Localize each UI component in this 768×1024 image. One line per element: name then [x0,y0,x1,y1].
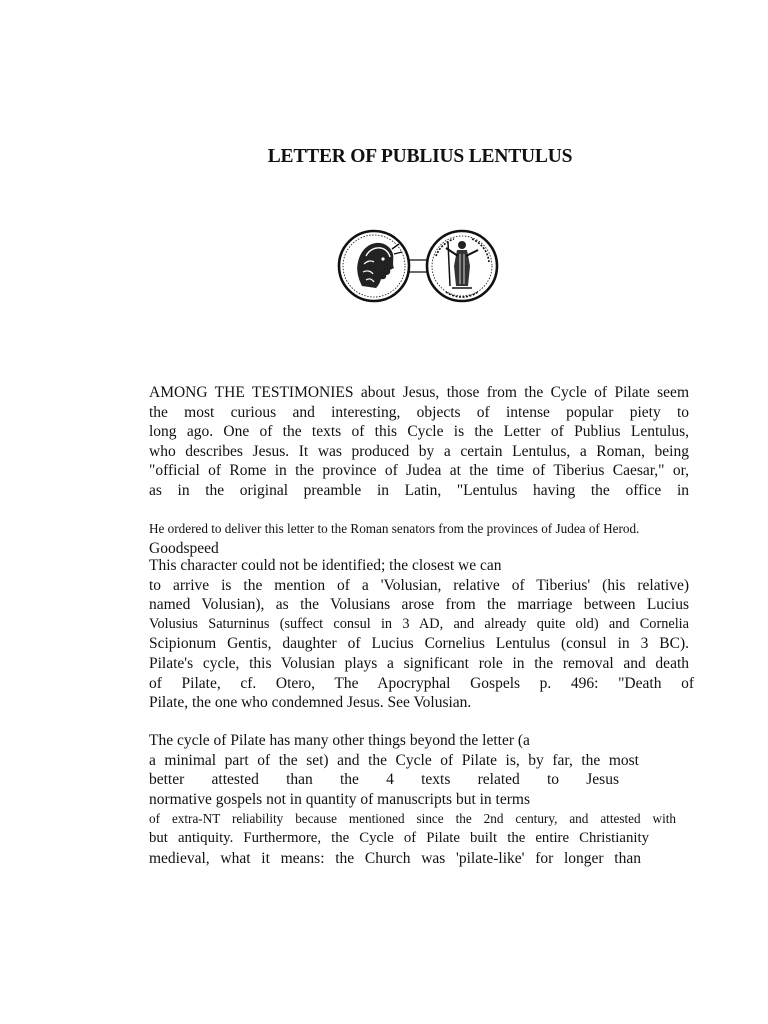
text-line: AMONG THE TESTIMONIES about Jesus, those from the Cycle of Pilate seem [149,384,689,401]
text-line: Goodspeed [149,540,219,557]
text-line: of extra-NT reliability because mentioned since the 2nd century, and attested with [149,811,676,827]
text-line: who describes Jesus. It was produced by a certain Lentulus, a Roman, being [149,442,689,460]
paragraph-2 [149,556,694,713]
text-line: medieval, what it means: the Church was 'pilate-like' for longer than [149,849,641,867]
text-line: Scipionum Gentis, daughter of Lucius Cornelius Lentulus (consul in 3 BC). [149,635,689,653]
text-line: to arrive is the mention of a 'Volusian, relative of Tiberius' (his relative) [149,576,689,594]
text-line: the most curious and interesting, objects of intense popular piety to [149,403,689,421]
text-line: as in the original preamble in Latin, "Lentulus having the office in [149,481,689,499]
text-line: The cycle of Pilate has many other things beyond the letter (a [149,732,530,749]
text-line: Pilate, the one who condemned Jesus. See Volusian. [149,694,472,712]
roman-coins-illustration [336,226,500,306]
text-line: normative gospels not in quantity of manuscripts but in terms [149,790,530,808]
page-title: LETTER OF PUBLIUS LENTULUS [267,146,573,167]
text-line: Pilate's cycle, this Volusian plays a significant role in the removal and death [149,654,689,672]
paragraph-3 [149,731,689,868]
text-line: Volusius Saturninus (suffect consul in 3 AD, and already quite old) and Cornelia [149,615,689,632]
coin-standing-figure-icon [427,231,497,301]
text-line: a minimal part of the set) and the Cycle of Pilate is, by far, the most [149,751,639,769]
text-line: better attested than the 4 texts related to Jesus [149,771,619,789]
text-line: but antiquity. Furthermore, the Cycle of Pilate built the entire Christianity [149,829,649,846]
coin-bust-portrait-icon [339,231,409,301]
paragraph-1-continued [149,520,689,559]
text-line: "official of Rome in the province of Judea at the time of Tiberius Caesar," or, [149,462,689,480]
text-line: This character could not be identified; the closest we can [149,557,502,574]
text-line: long ago. One of the texts of this Cycle is the Letter of Publius Lentulus, [149,423,689,441]
text-line: He ordered to deliver this letter to the Roman senators from the provinces of Judea of Herod. [149,521,640,536]
paragraph-1 [149,383,689,501]
text-line: of Pilate, cf. Otero, The Apocryphal Gospels p. 496: "Death of [149,674,694,692]
text-line: named Volusian), as the Volusians arose from the marriage between Lucius [149,596,689,614]
